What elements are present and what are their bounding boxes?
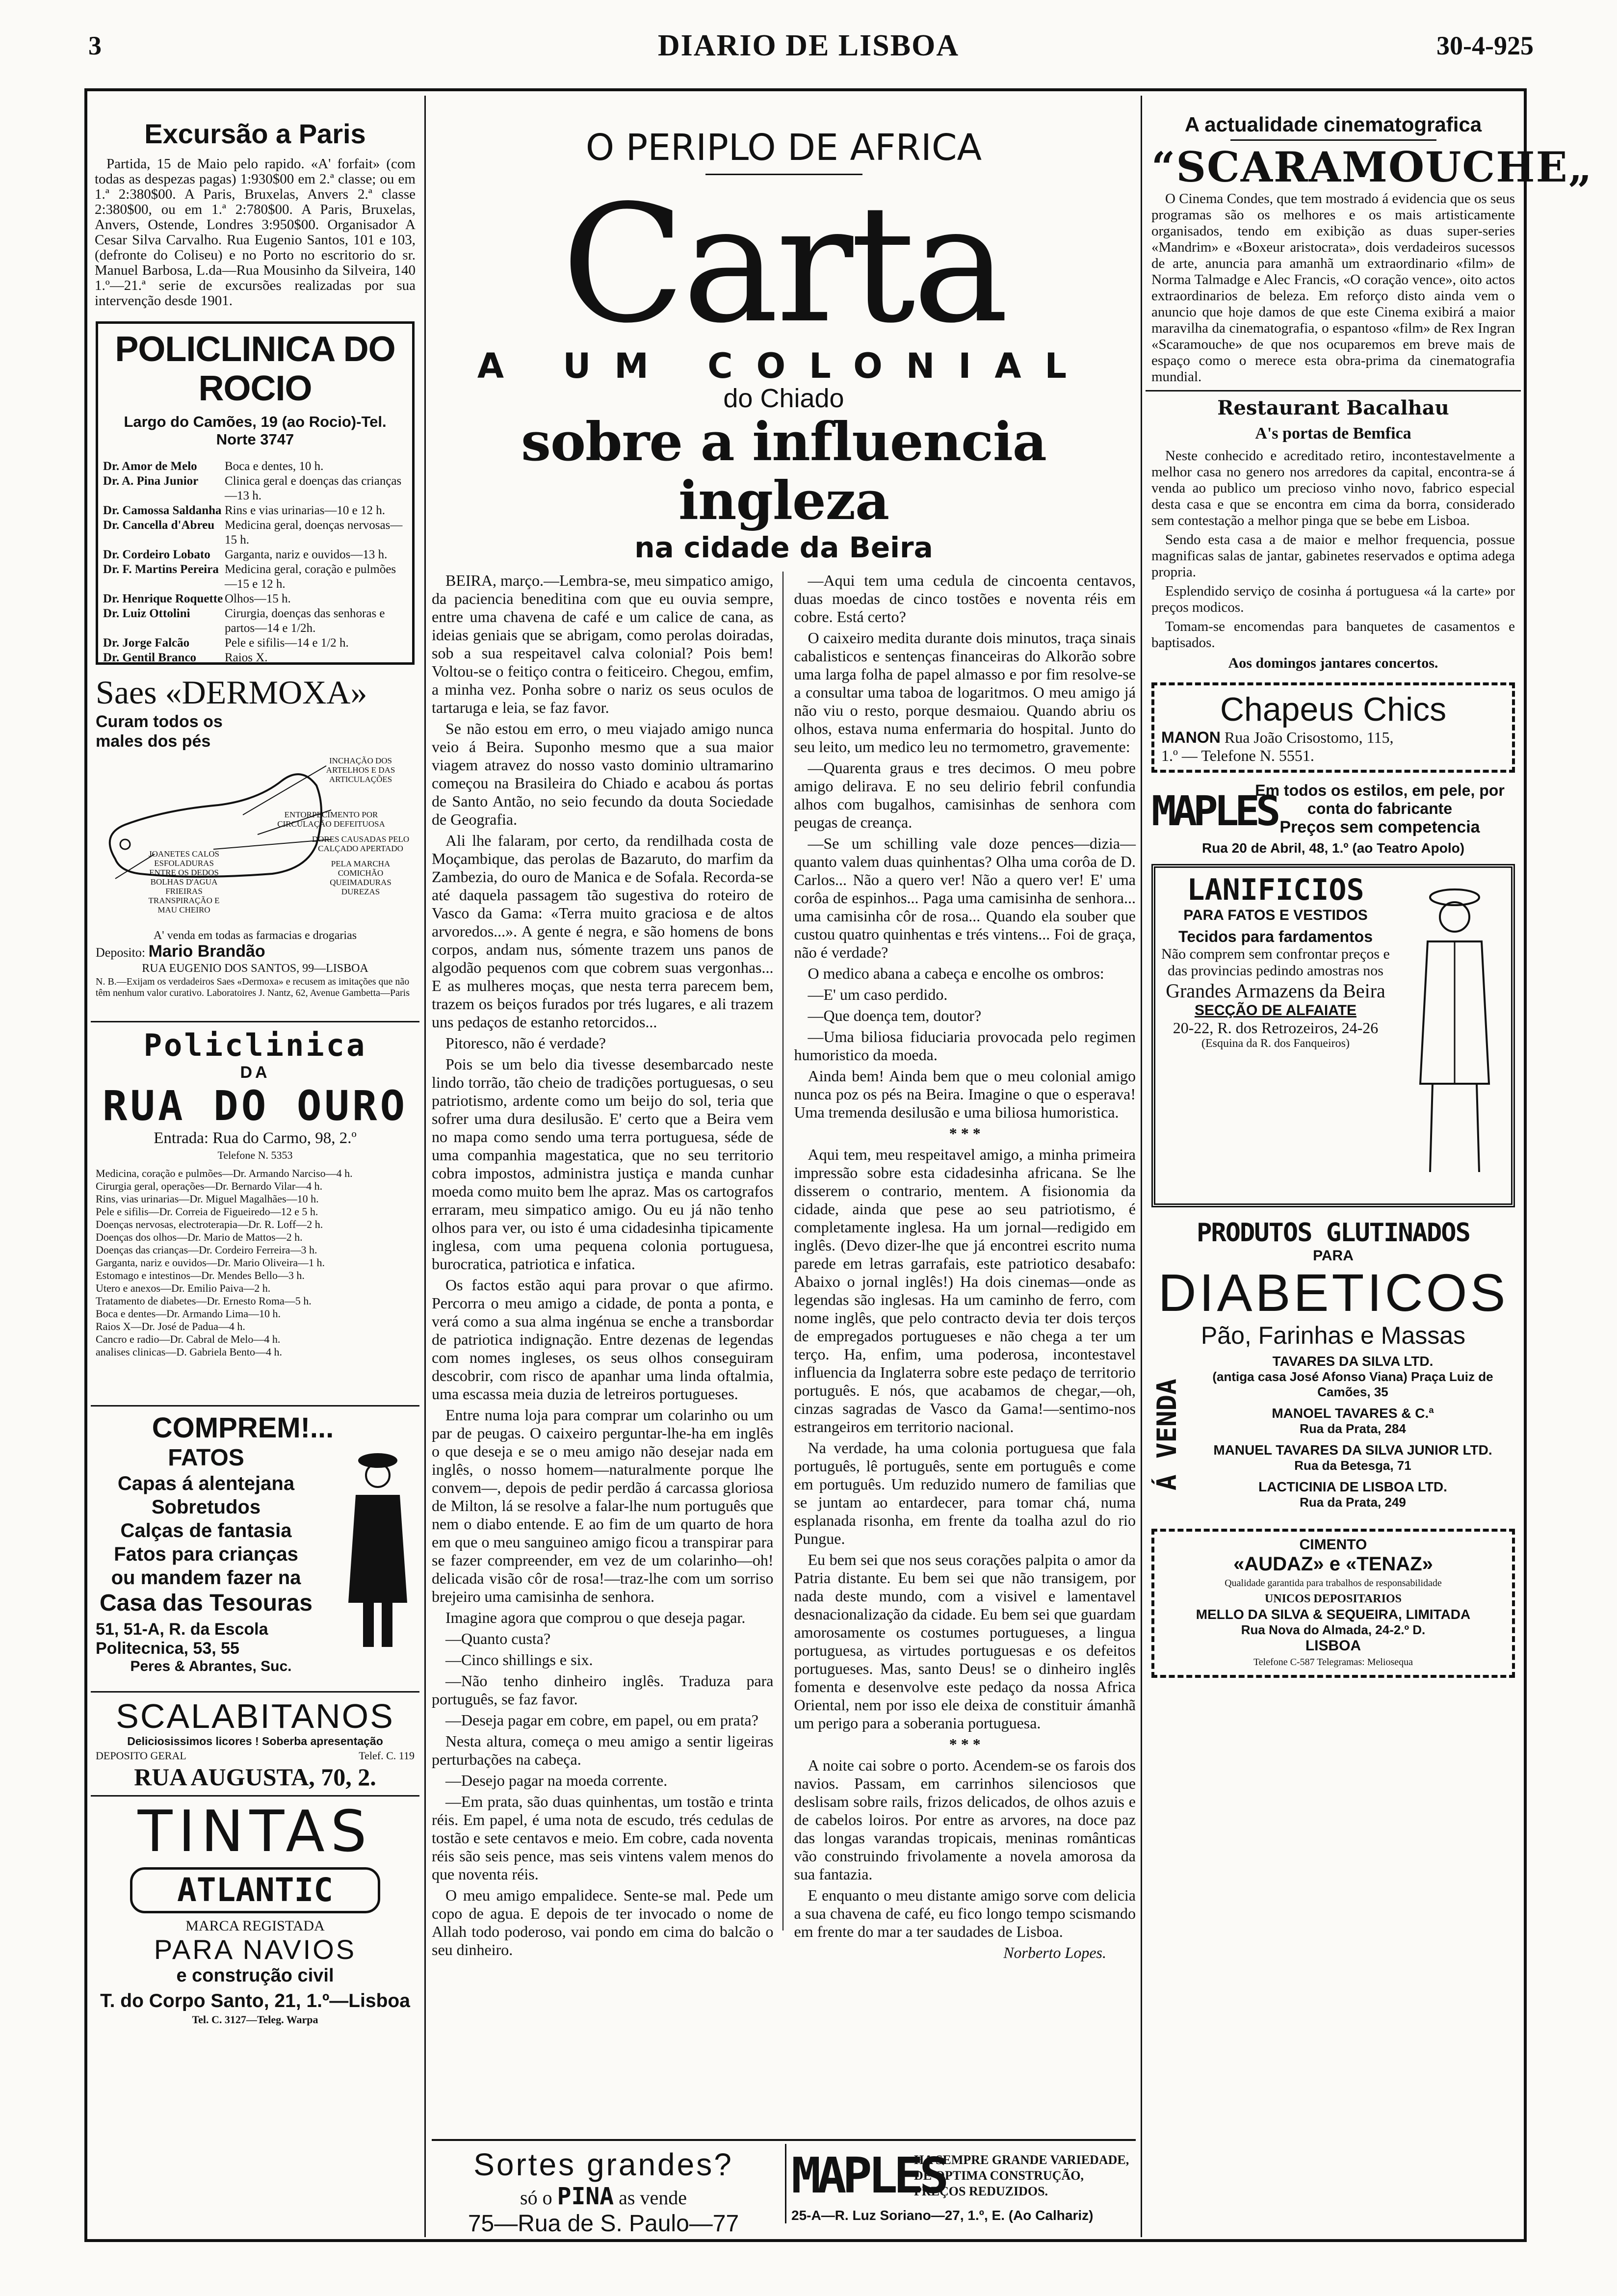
maples-bottom-name: MAPLES xyxy=(791,2147,945,2204)
cimento-title: CIMENTO xyxy=(1299,1537,1367,1553)
chapeus-title: Chapeus Chics xyxy=(1220,691,1447,728)
diabeticos-avenda: Á VENDA xyxy=(1151,1379,1182,1491)
chapeus-ad xyxy=(1151,682,1515,773)
excursao-title: Excursão a Paris xyxy=(144,118,366,149)
chapeus-line1b: Rua João Crisostomo, 115, xyxy=(1224,729,1394,746)
newspaper-title: DIARIO DE LISBOA xyxy=(657,29,960,62)
maples-right-l1: Em todos os estilos, em pele, por conta do fabricante xyxy=(1255,782,1505,817)
lanificios-sub: PARA FATOS E VESTIDOS xyxy=(1183,907,1368,923)
lanificios-l6: (Esquina da R. dos Fanqueiros) xyxy=(1201,1037,1350,1050)
article-paragraph: —Que doença tem, doutor? xyxy=(808,1007,982,1024)
kicker-rule xyxy=(1230,139,1436,141)
lanificios-l2: Não comprem sem confrontar preços e das provincias pedindo amostras nos xyxy=(1161,946,1390,979)
policlinica-ouro-list xyxy=(96,1167,415,1358)
maples-right-ad xyxy=(1151,782,1515,840)
diabeticos-l3: DIABETICOS xyxy=(1158,1263,1509,1322)
comprem-address: 51, 51-A, R. da Escola Politecnica, 53, 55 xyxy=(96,1620,268,1658)
article-paragraph: —Aqui tem uma cedula de cincoenta centavos, duas moedas de cinco tostões e noventa réis em cobre. Está certo? xyxy=(794,572,1136,626)
dermoxa-deposito-name: Mario Brandão xyxy=(148,942,265,961)
policlinica-ouro-item: Raios X—Dr. José de Padua—4 h. xyxy=(96,1320,245,1332)
doctor-specialty: Clinica geral e doenças das crianças—13 h. xyxy=(225,474,402,502)
seller-name: LACTICINIA DE LISBOA LTD. xyxy=(1258,1479,1447,1494)
doctor-name: Dr. F. Martins Pereira xyxy=(103,563,219,576)
article-paragraph: Nesta altura, começa o meu amigo a sentir ligeiras perturbações na cabeça. xyxy=(432,1732,774,1768)
policlinica-ouro-item: Garganta, nariz e ouvidos—Dr. Mario Oliveira—1 h. xyxy=(96,1256,325,1269)
seller-entry xyxy=(1191,1406,1515,1436)
policlinica-rocio-title: POLICLINICA DO ROCIO xyxy=(115,330,395,408)
article-paragraph: Entre numa loja para comprar um colarinho ou um par de peugas. O caixeiro perguntar-lhe-ha em inglês o que deseja e se o meu amigo não desejar nada em inglês, o nosso homem—naturalmente porque lhe convem—, depois de pedir perdão á carcassa gloriosa de Milton, lá se resolve a falar-lhe num português que nem o diabo entende. E ao fim de um quarto de hora em que o meu sanguineo amigo ficou a transpirar para se fazer compreender, em vez de um colarinho—oh! delicada visão côr de rosa!—traz-lhe com um sorriso brejeiro uma camisinha de senhora. xyxy=(432,1406,774,1605)
doctor-specialty: Medicina geral, doenças nervosas—15 h. xyxy=(225,519,403,547)
cimento-q: Qualidade garantida para trabalhos de responsabilidade xyxy=(1225,1578,1442,1589)
doctor-name: Dr. Camossa Saldanha xyxy=(103,504,222,517)
lanificios-l5: 20-22, R. dos Retrozeiros, 24-26 xyxy=(1173,1019,1379,1037)
doctor-name: Dr. Cordeiro Lobato xyxy=(103,548,210,561)
doctor-name: Dr. A. Pina Junior xyxy=(103,474,199,488)
maples-bottom-text: HA SEMPRE GRANDE VARIEDADE, DE OPTIMA CONSTRUÇÃO, PREÇOS REDUZIDOS. xyxy=(914,2153,1129,2198)
article-paragraph: Pois se um belo dia tivesse desembarcado neste lindo torrão, tão cheio de tradições portuguesas, o seu patriotismo, ardente como um beijo do sol, teria que sofrer uma dura desilusão. E' certo que a Beira vem no mapa como sendo uma terra portuguesa, séde de uma companhia magestatica, que no seu territorio cobra impostos, administra justiça e manda cunhar moeda como muito bem lhe apraz. Mas os cartografos erraram, meu simpatico amigo. Ou eu já não tenho olhos para ver, ou isto é uma cidadesinha tipicamente inglesa, com uma pequena colonia portuguesa, burocratica, patriotica e infatica. xyxy=(432,1055,774,1273)
policlinica-ouro-item: Doenças das crianças—Dr. Cordeiro Ferreira—3 h. xyxy=(96,1244,317,1256)
man-suit-illustration xyxy=(1403,878,1506,1187)
sortes-line2a: só o xyxy=(520,2187,552,2209)
policlinica-ouro-ad xyxy=(96,1027,415,1400)
comprem-line: Casa das Tesouras xyxy=(100,1590,313,1616)
cinema-kicker: A actualidade cinematografica xyxy=(1184,113,1482,136)
lanificios-title: LANIFICIOS xyxy=(1187,873,1364,907)
doctor-name: Dr. Cancella d'Abreu xyxy=(103,519,215,532)
sortes-title: Sortes grandes? xyxy=(473,2147,733,2182)
doctor-row xyxy=(103,636,407,651)
scalabitanos-deposito: DEPOSITO GERAL xyxy=(96,1749,186,1762)
doctor-specialty: Rins e vias urinarias—10 e 12 h. xyxy=(225,504,386,517)
article-paragraph: Imagine agora que comprou o que deseja pagar. xyxy=(445,1609,746,1626)
separator xyxy=(91,1405,419,1407)
bacalhau-ad xyxy=(1146,396,1521,672)
seller-name: TAVARES DA SILVA LTD. xyxy=(1272,1354,1434,1369)
article-paragraph: —Não tenho dinheiro inglês. Traduza para português, se faz favor. xyxy=(432,1672,774,1708)
article-body xyxy=(432,572,1136,1961)
comprem-line: Calças de fantasia xyxy=(120,1520,292,1541)
scalabitanos-title: SCALABITANOS xyxy=(116,1697,394,1735)
bacalhau-body3: Esplendido serviço de cosinha á portuguesa «á la carte» por preços modicos. xyxy=(1151,583,1515,615)
article-sub4: na cidade da Beira xyxy=(634,531,933,564)
tintas-para: PARA NAVIOS xyxy=(154,1934,357,1965)
diabeticos-l2: PARA xyxy=(1313,1248,1354,1264)
doctor-list xyxy=(103,459,407,665)
policlinica-ouro-da: DA xyxy=(240,1063,270,1082)
section-break: * * * xyxy=(949,1124,981,1142)
doctor-specialty: Medicina geral, coração e pulmões—15 e 12 h. xyxy=(225,563,396,591)
policlinica-ouro-item: Utero e anexos—Dr. Emilio Paiva—2 h. xyxy=(96,1282,271,1294)
tintas-construcao: e construção civil xyxy=(176,1965,334,1986)
doctor-row xyxy=(103,562,407,592)
cimento-tel: Telefone C-587 Telegramas: Meliosequa xyxy=(1253,1657,1413,1668)
doctor-row xyxy=(103,518,407,548)
article-paragraph: A noite cai sobre o porto. Acendem-se os farois dos navios. Passam, em carrinhos silenciosos que deslisam sobre rails, frizos delicados, de olhos azuis e de cabelos loiros. Por entre as arvores, na doce paz das longas varandas tropicais, meninas românticas vão construindo frivolamente a novela amorosa da sua fantazia. xyxy=(794,1756,1136,1883)
doctor-specialty: Pele e sifilis—14 e 1/2 h. xyxy=(225,636,349,650)
dermoxa-title: Saes «DERMOXA» xyxy=(96,674,367,711)
dermoxa-deposito-label: Deposito: xyxy=(96,945,146,960)
doctor-row xyxy=(103,459,407,474)
maples-right-l2: Preços sem competencia xyxy=(1279,818,1480,836)
seller-address: Rua da Prata, 249 xyxy=(1300,1495,1406,1510)
dermoxa-label-3: DORES CAUSADAS PELO CALÇADO APERTADO xyxy=(312,835,410,853)
lanificios-l1: Tecidos para fardamentos xyxy=(1178,928,1373,945)
man-figure-illustration xyxy=(341,1441,415,1652)
cinema-article xyxy=(1146,113,1593,385)
cimento-unicos: UNICOS DEPOSITARIOS xyxy=(1265,1592,1402,1605)
seller-entry xyxy=(1191,1354,1515,1400)
policlinica-ouro-item: analises clinicas—D. Gabriela Bento—4 h. xyxy=(96,1346,283,1358)
doctor-row xyxy=(103,606,407,636)
chapeus-manon: MANON xyxy=(1161,729,1221,746)
article-body-column-2 xyxy=(794,572,1136,1961)
doctor-specialty: Garganta, nariz e ouvidos—13 h. xyxy=(225,548,388,561)
doctor-row xyxy=(103,503,407,518)
doctor-name: Dr. Luiz Ottolini xyxy=(103,607,190,620)
dermoxa-footer3: N. B.—Exijam os verdadeiros Saes «Dermoxa» e recusem as imitações que não têm nenhum valor curativo. Laboratoires J. Nantz, 62, Avenue Gambetta—Paris xyxy=(96,976,410,998)
comprem-line: ou mandem fazer na xyxy=(111,1567,301,1589)
article-paragraph: BEIRA, março.—Lembra-se, meu simpatico amigo, da paciencia beneditina com que eu ouvia sempre, entre uma chavena de café e um calice de cana, as ideias geniais que se abrigam, como perolas doiradas, sob a sua respeitavel calva colonial? Pois bem! Voltou-se o feitiço contra o feiticeiro. Chegou, emfim, a minha vez. Ponha sobre o nariz os seus oculos de tartaruga e leia, se faz favor. xyxy=(432,572,774,716)
comprem-line: Capas á alentejana xyxy=(117,1473,295,1494)
diabeticos-l4: Pão, Farinhas e Massas xyxy=(1200,1322,1466,1349)
article-paragraph: Aqui tem, meu respeitavel amigo, a minha primeira impressão sobre esta cidadesinha africana. Se lhe disserem o contrario, mentem. A fisionomia da cidade, ainda que pese ao seu patriotismo, é completamente inglesa. Ha um jornal—redigido em inglês. (Devo dizer-lhe que já encontrei escrito numa parede em letras garrafais, este patriotico desabafo: Abaixo o jornal inglês!) Ha dois cinemas—onde as legendas são inglesas. Ha um caminho de ferro, com nome inglês, que pelo contracto devia ter dois terços de empregados portugueses e não chega a ter um terço. Ha, enfim, uma poderosa, incontestavel influencia da Inglaterra sobre este pedaço de territorio português. E nós, que acabamos de chegar,—oh, cinzas sagradas de Vasco da Gama!—sentimo-nos estrangeiros em territorio nacional. xyxy=(794,1146,1136,1435)
comprem-title: COMPREM!... xyxy=(152,1412,334,1444)
seller-address: Rua da Betesga, 71 xyxy=(1294,1458,1411,1473)
cimento-firm: MELLO DA SILVA & SEQUEIRA, LIMITADA xyxy=(1196,1607,1471,1622)
dermoxa-subtitle: Curam todos os males dos pés xyxy=(96,712,223,751)
doctor-row xyxy=(103,548,407,562)
excursao-body: Partida, 15 de Maio pelo rapido. «A' forfait» (com todas as despezas pagas) 1:930$00 em 2.ª classe; ou em 1.ª 2:380$00. A Paris, Bruxelas, Anvers 2.ª classe 2:380$00, ou em 1.ª 2:780$00. A Paris, Bruxelas, Anvers, Ostende, Londres 3:950$00. Organisador A Cesar Silva Carvalho. Rua Eugenio Santos, 101 e 103, (defronte do Coliseu) e no Porto no escritorio do sr. Manuel Barbosa, L.da—Rua Mousinho da Silveira, 140 1.º—21.ª serie de excursões realizadas por sua intervenção desde 1901. xyxy=(95,156,416,309)
policlinica-rocio-address: Largo do Camões, 19 (ao Rocio)-Tel. Norte 3747 xyxy=(124,413,387,448)
doctor-name: Dr. Jorge Falcão xyxy=(103,636,190,650)
policlinica-ouro-item: Cirurgia geral, operações—Dr. Bernardo Vilar—4 h. xyxy=(96,1180,323,1192)
cimento-addr: Rua Nova do Almada, 24-2.º D. xyxy=(1241,1622,1426,1637)
maples-bottom-address: 25-A—R. Luz Soriano—27, 1.º, E. (Ao Calhariz) xyxy=(791,2208,1094,2223)
bacalhau-body2: Sendo esta casa a de maior e melhor frequencia, possue magnificas salas de jantar, gabinetes reservados e optima adega propria. xyxy=(1151,532,1515,580)
cimento-ad xyxy=(1151,1529,1515,1678)
doctor-specialty: Olhos—15 h. xyxy=(225,592,291,605)
article-paragraph: —Uma biliosa fiduciaria provocada pelo regimen humoristico da moeda. xyxy=(794,1028,1136,1064)
right-column xyxy=(1146,98,1593,2237)
policlinica-ouro-item: Pele e sifilis—Dr. Correia de Figueiredo—12 e 5 h. xyxy=(96,1205,318,1218)
policlinica-ouro-item: Boca e dentes—Dr. Armando Lima—10 h. xyxy=(96,1307,281,1320)
column-rule-right xyxy=(1141,96,1142,2237)
comprem-line: Sobretudos xyxy=(151,1496,261,1518)
maples-bottom-ad xyxy=(785,2144,1136,2223)
article-body-column-2-text xyxy=(794,572,1136,1941)
policlinica-ouro-item: Medicina, coração e pulmões—Dr. Armando Narciso—4 h. xyxy=(96,1167,353,1179)
article-paragraph: —Cinco shillings e six. xyxy=(445,1651,593,1669)
article-paragraph: Eu bem sei que nos seus corações palpita o amor da Patria distante. Eu bem sei que não transigem, por nada deste mundo, com a visivel e lamentavel desnacionalização da cidade. Eu bem sei que guardam amorosamente os costumes portugueses, a lingua portuguesa, as virtudes portuguesas e os defeitos portugueses. Mas, santo Deus! se o dinheiro inglês fomenta e desenvolve este pedaço da nossa Africa Oriental, nem por isso ele deixa de constituir ámanhã um perigo para a soberania portuguesa. xyxy=(794,1551,1136,1732)
seller-entry xyxy=(1191,1479,1515,1510)
sortes-address: 75—Rua de S. Paulo—77 xyxy=(468,2211,739,2237)
tintas-brand: ATLANTIC xyxy=(130,1867,380,1913)
tintas-address: T. do Corpo Santo, 21, 1.º—Lisboa xyxy=(100,1990,410,2011)
article-kicker: O PERIPLO DE AFRICA xyxy=(585,127,982,169)
article-headline: Carta xyxy=(561,170,1006,359)
tintas-marca: MARCA REGISTADA xyxy=(185,1918,325,1934)
policlinica-ouro-street: RUA DO OURO xyxy=(102,1082,408,1130)
policlinica-ouro-item: Rins, vias urinarias—Dr. Miguel Magalhães—10 h. xyxy=(96,1193,319,1205)
sortes-pina: PINA xyxy=(557,2183,614,2210)
seller-name: MANUEL TAVARES DA SILVA JUNIOR LTD. xyxy=(1213,1442,1492,1458)
doctor-specialty: Boca e dentes, 10 h. xyxy=(225,460,324,473)
article-paragraph: Se não estou em erro, o meu viajado amigo nunca veio á Beira. Suponho mesmo que a sua maior viagem atravez do nosso vasto dominio ultramarino começou na Brasileira do Chiado e acabou ás portas de Santo Antão, no seio fecundo da douta Sociedade de Geografia. xyxy=(432,720,774,828)
article-paragraph: —Se um schilling vale doze pences—dizia—quanto valem duas quinhentas? Olha uma corôa de D. Carlos... Não a quero ver! Não a quero ver! E' uma corôa de espinhos... Paga uma camisinha de senhora... uma camisinha côr de rosa... Quando ela souber que custou quatro quinhentas e trés vintens... Foi de graça, não é verdade? xyxy=(794,835,1136,961)
article-paragraph: Na verdade, ha uma colonia portuguesa que fala português, lê português, sente em português e come em português. Um reduzido numero de familias que se juntam ao entardecer, para tomar chá, numa esplanada risonha, em frente da toalha azul do rio Pungue. xyxy=(794,1439,1136,1547)
chapeus-line2: 1.º — Telefone N. 5551. xyxy=(1161,747,1314,764)
dermoxa-ad xyxy=(96,673,415,1016)
page-number: 3 xyxy=(88,31,102,60)
cimento-city: LISBOA xyxy=(1305,1638,1361,1654)
article-signature: Norberto Lopes. xyxy=(1003,1944,1106,1961)
bacalhau-footer: Aos domingos jantares concertos. xyxy=(1228,655,1438,671)
bacalhau-sub: A's portas de Bemfica xyxy=(1255,424,1411,443)
seller-address: Rua da Prata, 284 xyxy=(1300,1421,1406,1436)
scalabitanos-address: RUA AUGUSTA, 70, 2. xyxy=(134,1763,376,1791)
seller-name: MANOEL TAVARES & C.ª xyxy=(1272,1406,1434,1421)
center-column xyxy=(432,98,1136,2237)
dermoxa-label-2: ENTORPECIMENTO POR CIRCULAÇÃO DEFEITUOSA xyxy=(277,810,385,829)
policlinica-ouro-entrada: Entrada: Rua do Carmo, 98, 2.º xyxy=(154,1129,357,1147)
separator xyxy=(91,1691,419,1693)
article-paragraph: Ali lhe falaram, por certo, da rendilhada costa de Moçambique, das perolas de Bazaruto, do marfim da Zambezia, do ouro de Manica e de Sofala. Recorda-se até daquela passagem tão sugestiva do roteiro de Vasco da Gama: «Terra muito graciosa e de altos arvoredos...». A gente é negra, e são homens de bons corpos, andam nus, sómente trazem uns panos de algodão pequenos com que cobrem suas vergonhas... E as mulheres moças, que nesta terra parecem bem, trazem os beiços furados por trés lugares, e ali trazem uns pedaços de estanho retorcidos... xyxy=(432,832,774,1031)
section-break: * * * xyxy=(949,1735,981,1753)
bacalhau-body4: Tomam-se encomendas para banquetes de casamentos e baptisados. xyxy=(1151,619,1515,651)
page-header xyxy=(0,0,1617,74)
dermoxa-label-4: PELA MARCHA COMICHÃO QUEIMADURAS DUREZAS xyxy=(330,859,391,896)
article-paragraph: —Em prata, são duas quinhentas, um tostão e trinta réis. Em papel, é uma nota de escudo, trés cedulas de tostão e sete centavos e meio. Em cobre, cada noventa réis são seis pence, mas seis vintens valem menos do que noventa réis. xyxy=(432,1793,774,1883)
comprem-owners: Peres & Abrantes, Suc. xyxy=(130,1658,292,1674)
policlinica-ouro-telefone: Telefone N. 5353 xyxy=(217,1149,293,1161)
seller-address: (antiga casa José Afonso Viana) Praça Luiz de Camões, 35 xyxy=(1212,1369,1493,1399)
tintas-ad xyxy=(96,1801,415,2028)
dermoxa-footer2: RUA EUGENIO DOS SANTOS, 99—LISBOA xyxy=(142,962,368,975)
article-sub2: do Chiado xyxy=(723,384,844,413)
article-paragraph: O meu amigo empalidece. Sente-se mal. Pede um copo de agua. E depois de ter invocado o nome de Allah todo poderoso, vai pondo em cima do balcão o seu dinheiro. xyxy=(432,1886,774,1958)
maples-right-l3: Rua 20 de Abril, 48, 1.º (ao Teatro Apolo) xyxy=(1201,840,1465,856)
comprem-ad xyxy=(96,1411,415,1686)
policlinica-ouro-item: Tratamento de diabetes—Dr. Ernesto Roma—5 h. xyxy=(96,1295,312,1307)
scalabitanos-tel: Telef. C. 119 xyxy=(359,1749,415,1762)
article-paragraph: —Quarenta graus e tres decimos. O meu pobre amigo delirava. E no seu delirio febril confundia alhos com bugalhos, camisinhas de senhora com peugas de creança. xyxy=(794,759,1136,831)
article-paragraph: O caixeiro medita durante dois minutos, traça sinais cabalisticos e sentenças financeiras do Alkorão sobre uma larga folha de papel almasso e por fim resolve-se a consultar uma taboa de logaritmos. O meu amigo já não viu o resto, porque desmaiou. Quando abriu os olhos, estava numa enfermaria do hospital. Junto do seu leito, um medico leu no termometro, gravemente: xyxy=(794,629,1136,756)
article-paragraph: O medico abana a cabeça e encolhe os ombros: xyxy=(808,965,1104,982)
policlinica-ouro-item: Doenças nervosas, electroterapia—Dr. R. Loff—2 h. xyxy=(96,1218,323,1230)
sortes-ad xyxy=(432,2146,775,2237)
lanificios-l3: Grandes Armazens da Beira xyxy=(1166,980,1385,1002)
tintas-tel: Tel. C. 3127—Teleg. Warpa xyxy=(192,2013,318,2026)
article-paragraph: Os factos estão aqui para provar o que afirmo. Percorra o meu amigo a cidade, de ponta a ponta, e verá como a sua alma ingénua se enche a transbordar de patriotica indignação. Entre dezenas de legendas com nomes ingleses, os seus olhos conseguiram descobrir, com risco de apanhar uma linda oftalmia, uma escassa meia duzia de letreiros portugueses. xyxy=(432,1276,774,1403)
diabeticos-sellers xyxy=(1191,1354,1515,1516)
separator xyxy=(91,1795,419,1797)
article-paragraph: E enquanto o meu distante amigo sorve com delicia a sua chavena de café, eu fico longo tempo scismando em frente do mar a ter saudades de Lisboa. xyxy=(794,1886,1136,1940)
diabeticos-l1: PRODUTOS GLUTINADOS xyxy=(1197,1218,1470,1248)
separator xyxy=(91,1021,419,1022)
policlinica-rocio-ad xyxy=(96,321,415,665)
article-sub1: A UM COLONIAL xyxy=(477,346,1091,386)
comprem-line: Fatos para crianças xyxy=(114,1543,298,1565)
doctor-specialty: Raios X. xyxy=(225,651,268,664)
doctor-name: Dr. Henrique Roquette xyxy=(103,592,223,605)
separator xyxy=(1146,390,1521,391)
policlinica-ouro-item: Estomago e intestinos—Dr. Mendes Bello—3 h. xyxy=(96,1269,305,1281)
cinema-title: “SCARAMOUCHE„ xyxy=(1151,143,1593,191)
doctor-row xyxy=(103,474,407,503)
seller-entry xyxy=(1191,1442,1515,1473)
scalabitanos-sub: Deliciosissimos licores ! Soberba apresentação xyxy=(127,1735,383,1748)
comprem-lines xyxy=(96,1444,316,1617)
article xyxy=(432,127,1136,1961)
doctor-specialty: Cirurgia, doenças das senhoras e partos—14 e 1/2h. xyxy=(225,607,385,635)
bottom-rule xyxy=(432,2139,1136,2141)
dermoxa-footer1: A' venda em todas as farmacias e drogarias xyxy=(153,929,357,942)
article-paragraph: —Desejo pagar na moeda corrente. xyxy=(445,1772,668,1789)
article-body-column-1 xyxy=(432,572,783,1958)
doctor-name: Dr. Gentil Branco xyxy=(103,651,197,664)
policlinica-ouro-item: Cancro e radio—Dr. Cabral de Melo—4 h. xyxy=(96,1333,281,1345)
diabeticos-ad xyxy=(1151,1218,1515,1516)
comprem-line: FATOS xyxy=(168,1445,244,1471)
excursao-ad xyxy=(91,118,419,309)
article-sub3: sobre a influencia ingleza xyxy=(521,411,1046,532)
article-paragraph: Pitoresco, não é verdade? xyxy=(445,1034,606,1052)
doctor-row xyxy=(103,651,407,665)
left-column xyxy=(91,98,419,2237)
lanificios-ad xyxy=(1151,864,1515,1207)
policlinica-ouro-title: Policlinica xyxy=(143,1027,367,1063)
lanificios-l4: SECÇÃO DE ALFAIATE xyxy=(1194,1002,1356,1018)
article-paragraph: Ainda bem! Ainda bem que o meu colonial amigo nunca poz os pés na Beira. Imagine o que o esperava! Uma tremenda desilusão e uma biliosa humoristica. xyxy=(794,1067,1136,1121)
column-rule-left xyxy=(424,96,426,2237)
dermoxa-label-1: INCHAÇÃO DOS ARTELHOS E DAS ARTICULAÇÕES xyxy=(326,756,395,784)
maples-right-name: MAPLES xyxy=(1151,787,1277,835)
policlinica-ouro-item: Doenças dos olhos—Dr. Mario de Mattos—2 h. xyxy=(96,1231,303,1243)
tintas-title: TINTAS xyxy=(137,1799,373,1865)
issue-date: 30-4-925 xyxy=(1436,31,1534,60)
doctor-name: Dr. Amor de Melo xyxy=(103,460,197,473)
cinema-body: O Cinema Condes, que tem mostrado á evidencia que os seus programas são os melhores e os mais artisticamente organisados, tendo em exibição as duas super-series «Mandrim» e «Boxeur aristocrata», dois verdadeiros sucessos de arte, anuncia para amanhã um extraordinario «film» de Norma Talmadge e Alec Francis, «O coração vence», oito actos extraordinarios de beleza. Em reforço disto ainda vem o anuncio que hoje damos de que este Cinema exibirá a maior maravilha da cinematografia, o espantoso «film» de Rex Ingran «Scaramouche» de que nos ocuparemos em breve mais de espaço como o merece esta obra-prima da cinematografia mundial. xyxy=(1151,191,1515,385)
bacalhau-title: Restaurant Bacalhau xyxy=(1217,396,1449,419)
doctor-row xyxy=(103,592,407,606)
article-paragraph: —Deseja pagar em cobre, em papel, ou em prata? xyxy=(445,1711,758,1729)
bacalhau-body1: Neste conhecido e acreditado retiro, incontestavelmente a melhor casa no genero nos arredores da capital, encontra-se á venda ao publico um precioso vinho novo, fabrico especial desta casa e que se encontra em cima da borra, considerado sem contestação a melhor pinga que se bebe em Lisboa. xyxy=(1151,448,1515,528)
dermoxa-label-5: JOANETES CALOS ESFOLADURAS ENTRE OS DEDOS BOLHAS D'AGUA FRIEIRAS TRANSPIRAÇÃO E MAU CHEIRO xyxy=(148,849,220,914)
scalabitanos-ad xyxy=(96,1697,415,1790)
article-paragraph: —E' um caso perdido. xyxy=(808,986,948,1003)
cimento-brands: «AUDAZ» e «TENAZ» xyxy=(1233,1553,1433,1575)
sortes-line2b: as vende xyxy=(619,2187,687,2209)
article-paragraph: —Quanto custa? xyxy=(445,1630,551,1647)
